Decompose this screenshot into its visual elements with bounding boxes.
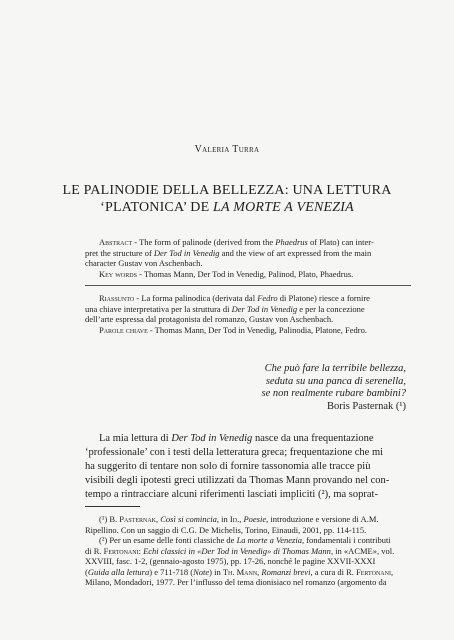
abstract-divider bbox=[85, 285, 411, 286]
epigraph bbox=[262, 363, 406, 413]
title-line-2: ‘PLATONICA’ DE LA MORTE A VENEZIA bbox=[100, 200, 354, 215]
abstract-it-line-1: Riassunto - La forma palinodica (derivata dal Fedro di Platone) riesce a fornire bbox=[99, 293, 370, 303]
body-paragraph bbox=[85, 432, 411, 502]
abstract-italian bbox=[85, 293, 411, 335]
footnotes bbox=[85, 514, 411, 588]
footnote-2-line-1: (²) Per un esame delle fonti classiche de La morte a Venezia, fondamentali i contributi bbox=[99, 535, 391, 545]
abstract-en-line-1: Abstract - The form of palinode (derived from the Phaedrus of Plato) can inter- bbox=[99, 237, 374, 247]
footnote-rule bbox=[85, 506, 140, 507]
keywords-en: Key words - Thomas Mann, Der Tod in Venedig, Palinod, Plato, Phaedrus. bbox=[99, 268, 354, 279]
author-name: Valeria Turra bbox=[194, 144, 260, 155]
title-line-1: LE PALINODIE DELLA BELLEZZA: UNA LETTURA bbox=[62, 183, 392, 198]
footnote-2-line-2: di R. Fertonani: Echi classici in «Der Tod in Venedig» di Thomas Mann, in «ACME», vol. bbox=[85, 545, 395, 556]
epigraph-attribution: Boris Pasternak (¹) bbox=[327, 400, 406, 412]
footnote-1-line-1: (¹) B. Pasternak, Così si comincia, in Id., Poesie, introduzione e versione di A.M. bbox=[99, 514, 379, 524]
abstract-en-line-2: pret the structure of Der Tod in Venedig and the view of art expressed from the main bbox=[85, 247, 372, 258]
footnote-2-line-5: Milano, Mondadori, 1977. Per l’influsso del tema dionisiaco nel romanzo (argomento da bbox=[85, 577, 387, 587]
body-line-4: visibili degli ipotesti greci utilizzati da Thomas Mann provando nel con- bbox=[85, 475, 390, 486]
footnote-2-line-4: (Guida alla lettura) e 711-718 (Note) in Th. Mann, Romanzi brevi, a cura di R. Fertonani, bbox=[85, 566, 394, 577]
footnote-1-line-2: Ripellino. Con un saggio di C.G. De Michelis, Torino, Einaudi, 2001, pp. 114-115. bbox=[85, 524, 367, 535]
epigraph-line-1: Che può fare la terribile bellezza, bbox=[264, 363, 406, 374]
epigraph-line-2: seduta su una panca di serenella, bbox=[265, 375, 406, 387]
epigraph-line-3: se non realmente rubare bambini? bbox=[261, 388, 406, 399]
paper-title bbox=[40, 182, 414, 216]
abstract-en-line-3: character Gustav von Aschenbach. bbox=[85, 258, 203, 268]
keywords-it: Parole chiave - Thomas Mann, Der Tod in Venedig, Palinodia, Platone, Fedro. bbox=[99, 324, 367, 335]
abstract-it-line-3: dell’arte espressa dal protagonista del romanzo, Gustav von Aschenbach. bbox=[85, 314, 334, 324]
body-line-2: ‘professionale’ con i testi della letteratura greca; frequentazione che mi bbox=[85, 447, 384, 458]
body-line-3: ha suggerito di tentare non solo di fornire tassonomia alle tracce più bbox=[85, 461, 371, 472]
footnote-2-line-3: XXVIII, fasc. 1-2, (gennaio-agosto 1975), pp. 17-26, nonché le pagine XXVII-XXXI bbox=[85, 556, 376, 566]
body-line-5: tempo a rintracciare alcuni riferimenti lasciati impliciti (²), ma soprat- bbox=[85, 489, 378, 500]
abstract-english bbox=[85, 237, 411, 279]
abstract-it-line-2: una chiave interpretativa per la struttura di Der Tod in Venedig e per la concezione bbox=[85, 303, 365, 314]
body-line-1: La mia lettura di Der Tod in Venedig nasce da una frequentazione bbox=[99, 433, 374, 444]
